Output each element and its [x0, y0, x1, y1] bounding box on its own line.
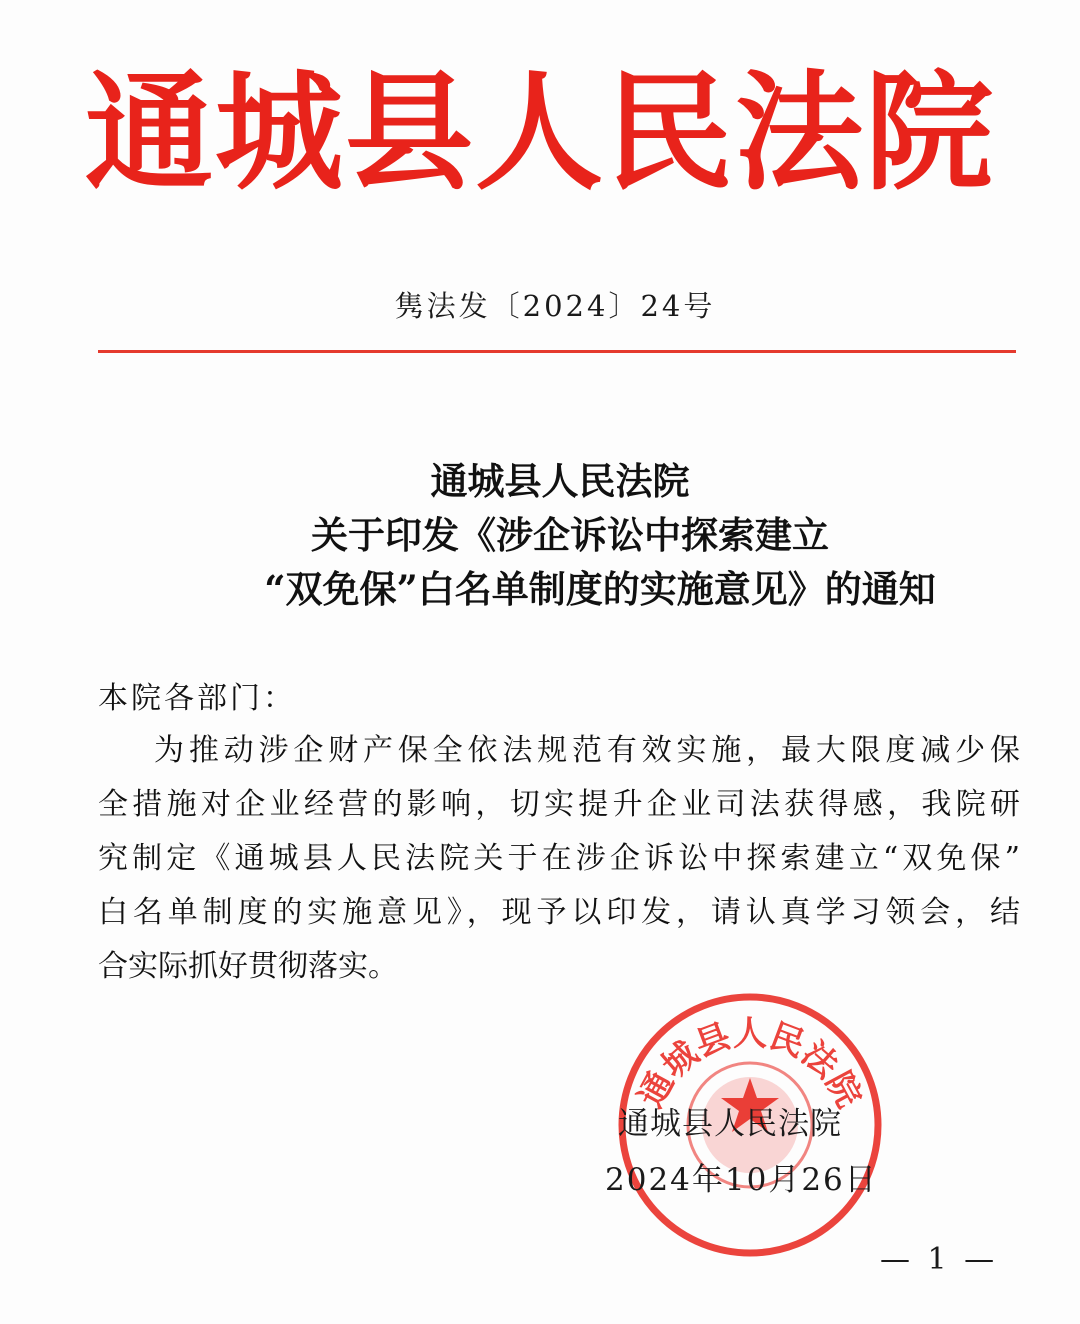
title-line-1: 通城县人民法院 [430, 459, 690, 503]
red-divider-line [98, 350, 1016, 353]
body-line: 白名单制度的实施意见》，现予以印发，请认真学习领会，结 [98, 895, 1020, 930]
body-line: 合实际抓好贯彻落实。 [98, 949, 398, 984]
page-number: — 1 — [880, 1242, 999, 1277]
document-number: 隽法发〔2024〕24号 [394, 289, 716, 323]
issue-date: 2024年10月26日 [605, 1162, 878, 1198]
masthead-title: 通城县人民法院 [84, 58, 995, 208]
notice-title [0, 454, 1080, 616]
body-paragraph [98, 724, 1020, 994]
issuing-court-signature: 通城县人民法院 [618, 1106, 842, 1142]
title-line-2: 关于印发《涉企诉讼中探索建立 [311, 513, 829, 557]
salutation: 本院各部门： [98, 681, 296, 716]
seal-arc-text: 通城县人民法院 [631, 1014, 869, 1115]
body-line: 为推动涉企财产保全依法规范有效实施，最大限度减少保 [154, 733, 1020, 768]
body-line: 全措施对企业经营的影响，切实提升企业司法获得感，我院研 [98, 787, 1020, 822]
title-line-3: “双免保”白名单制度的实施意见》的通知 [264, 567, 936, 611]
body-line: 究制定《通城县人民法院关于在涉企诉讼中探索建立“双免保” [98, 841, 1020, 876]
